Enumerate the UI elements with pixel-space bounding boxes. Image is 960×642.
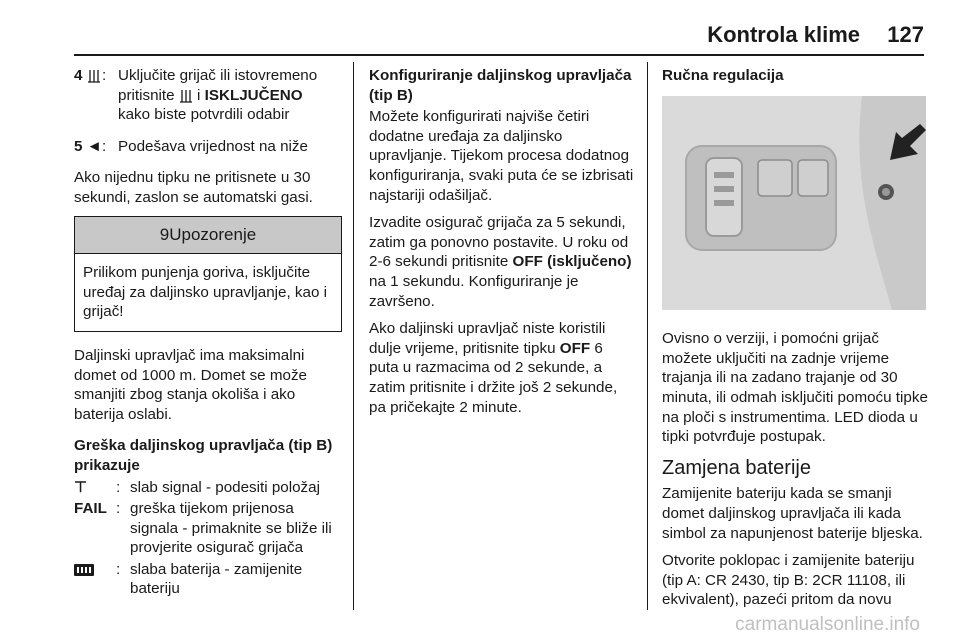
dashboard-photo [662, 96, 926, 310]
section-heading: Konfiguriranje daljinskog upravljača (tip B) [369, 67, 632, 104]
paragraph: Daljinski upravljač ima maksimalni domet od 1000 m. Domet se može smanjiti zbog stanja okoliša i ako baterija oslabi. [74, 346, 307, 423]
item-key: 5 ◄ [74, 137, 102, 155]
section-heading-2: Zamjena baterije [662, 456, 811, 479]
paragraph: Možete konfigurirati najviše četiri dodatne uređaja za daljinsko upravljanje. Tijekom procesa dodatnog konfiguriranja, svaki puta će se izbrisati najstariji odašiljač. [369, 108, 634, 204]
antenna-icon: ⊤ [74, 478, 88, 496]
item-text: Uključite grijač ili istovremeno pritisnite i ISKLJUČENO kako biste potvrdili odabir [118, 67, 318, 124]
section-heading: Ručna regulacija [662, 67, 784, 84]
column-1 [74, 66, 342, 607]
warning-box [74, 216, 342, 332]
section-title: Kontrola klime [707, 22, 860, 47]
list-item: : slaba baterija - zamijenite bateriju [74, 560, 342, 599]
page-number: 127 [887, 22, 924, 47]
header-divider [74, 54, 924, 56]
paragraph: Zamijenite bateriju kada se smanji domet daljinskog upravljača ili kada simbol za napunjenost baterije bljeska. [662, 485, 923, 542]
paragraph: Ako nijednu tipku ne pritisnete u 30 sekundi, zaslon se automatski gasi. [74, 169, 313, 206]
list-item-5: 5 ◄ : Podešava vrijednost na niže [74, 137, 308, 155]
paragraph: Otvorite poklopac i zamijenite bateriju (tip A: CR 2430, tip B: 2CR 11108, ili ekvivalent), pazeći pritom da novu [662, 552, 915, 609]
warning-header: 9Upozorenje [75, 217, 341, 255]
heater-icon [179, 89, 193, 103]
column-divider-2 [647, 62, 648, 610]
column-2 [369, 66, 635, 425]
list-item-4: 4 : Uključite grijač ili istovremeno pritisnite i ISKLJUČENO kako biste potvrdili odabir [74, 66, 342, 125]
left-arrow-icon: ◄ [86, 137, 102, 155]
list-item: FAIL : greška tijekom prijenosa signala - primaknite se bliže ili provjerite osigurač grijača [74, 500, 332, 557]
paragraph: Izvadite osigurač grijača za 5 sekundi, zatim ga ponovno postavite. U roku od 2-6 sekundi pritisnite OFF (isključeno) na 1 sekundu. Konfiguriranje je završeno. [369, 214, 632, 310]
item-key: 4 [74, 66, 102, 125]
paragraph: Ako daljinski upravljač niste koristili dulje vrijeme, pritisnite tipku OFF 6 puta u razmacima od 2 sekunde, a zatim pritisnite i držite još 2 sekunde, pa pričekajte 2 minute. [369, 320, 618, 416]
list-item: ⊤ : slab signal - podesiti položaj [74, 478, 320, 496]
warning-triangle-icon: 9 [159, 224, 170, 244]
paragraph: Ovisno o verziji, i pomoćni grijač možete uključiti na zadnje vrijeme trajanja ili na zadano trajanje od 30 minuta, ili odmah isključiti pomoću tipke na ploči s instrumentima. LED dioda u tipki potvrđuje postupak. [662, 330, 928, 446]
heater-icon [87, 69, 101, 83]
column-3 [662, 66, 928, 618]
column-divider-1 [353, 62, 354, 610]
subheading: Greška daljinskog upravljača (tip B) prikazuje [74, 437, 333, 474]
watermark: carmanualsonline.info [735, 614, 920, 635]
battery-icon [74, 563, 94, 577]
warning-body: Prilikom punjenja goriva, isključite uređaj za daljinsko upravljanje, kao i grijač! [83, 264, 327, 321]
